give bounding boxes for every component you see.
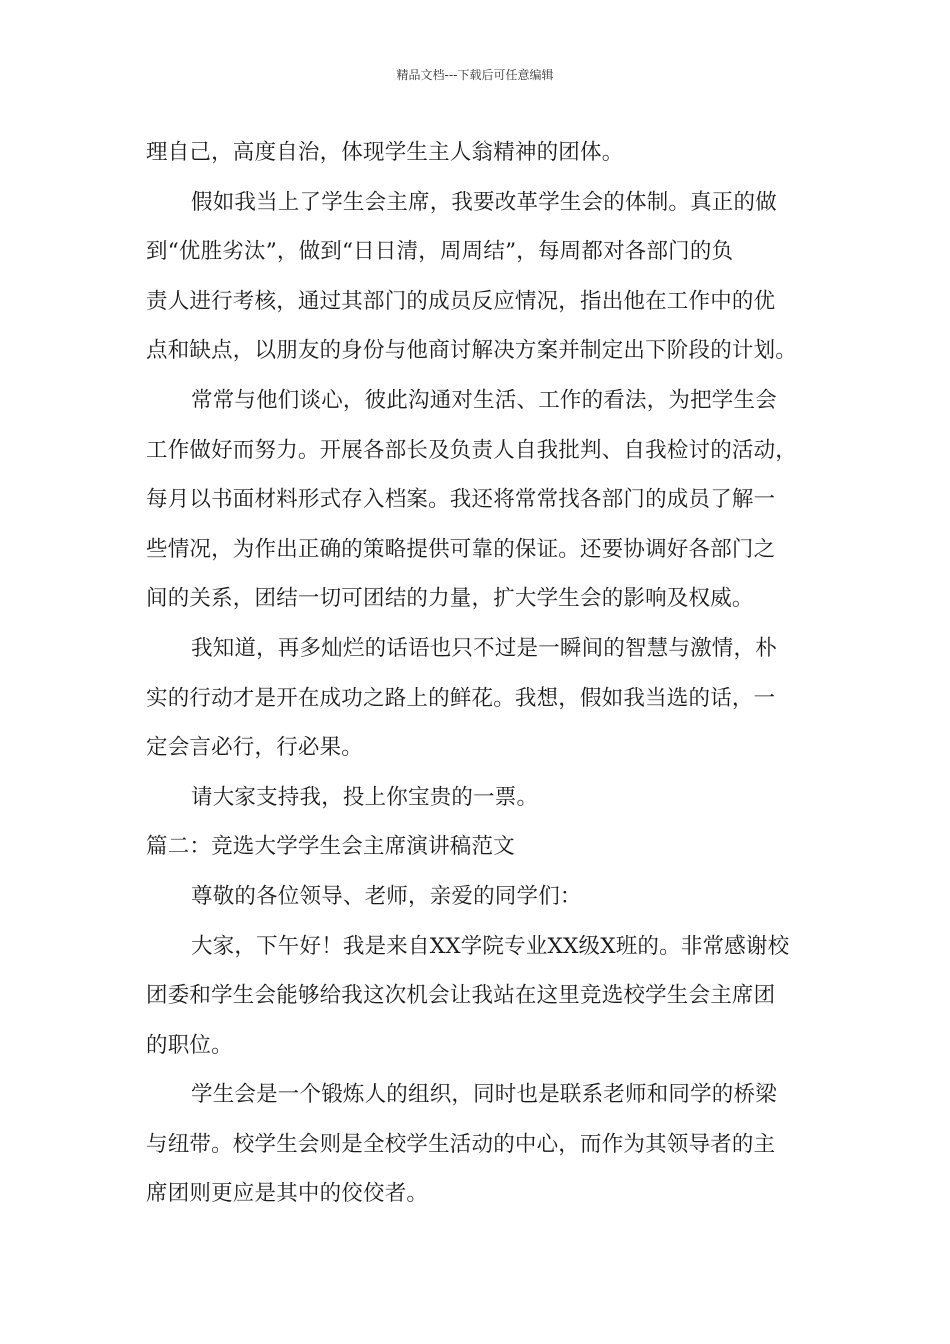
text-line: 些情况，为作出正确的策略提供可靠的保证。还要协调好各部门之 bbox=[146, 536, 776, 562]
text-line: 席团则更应是其中的佼佼者。 bbox=[146, 1181, 429, 1207]
text-line: 团委和学生会能够给我这次机会让我站在这里竞选校学生会主席团 bbox=[146, 983, 776, 1009]
text-line: 理自己，高度自治，体现学生主人翁精神的团体。 bbox=[146, 140, 624, 165]
text-line: 与纽带。校学生会则是全校学生活动的中心，而作为其领导者的主 bbox=[146, 1131, 776, 1157]
text-line: 的职位。 bbox=[146, 1032, 233, 1058]
text-line: 我知道，再多灿烂的话语也只不过是一瞬间的智慧与激情，朴 bbox=[191, 635, 777, 661]
text-line: 大家，下午好！我是来自XX学院专业XX级X班的。非常感谢校 bbox=[191, 933, 790, 959]
text-line: 尊敬的各位领导、老师，亲爱的同学们： bbox=[191, 883, 582, 909]
text-line: 常常与他们谈心，彼此沟通对生活、工作的看法，为把学生会 bbox=[191, 387, 777, 413]
text-line: 假如我当上了学生会主席，我要改革学生会的体制。真正的做 bbox=[191, 189, 777, 215]
text-line: 到“优胜劣汰”，做到“日日清，周周结”，每周都对各部门的负 bbox=[146, 239, 734, 265]
text-line: 学生会是一个锻炼人的组织，同时也是联系老师和同学的桥梁 bbox=[191, 1082, 777, 1108]
document-body bbox=[146, 128, 821, 1219]
text-line: 间的关系，团结一切可团结的力量，扩大学生会的影响及权威。 bbox=[146, 586, 754, 612]
text-line: 定会言必行，行必果。 bbox=[146, 735, 364, 761]
text-line: 实的行动才是开在成功之路上的鲜花。我想，假如我当选的话，一 bbox=[146, 685, 776, 711]
text-line: 请大家支持我，投上你宝贵的一票。 bbox=[191, 784, 539, 810]
text-line: 每月以书面材料形式存入档案。我还将常常找各部门的成员了解一 bbox=[146, 487, 776, 513]
text-line: 责人进行考核，通过其部门的成员反应情况，指出他在工作中的优 bbox=[146, 288, 776, 314]
text-line: 工作做好而努力。开展各部长及负责人自我批判、自我检讨的活动， bbox=[146, 437, 798, 463]
page-header: 精品文档---下载后可任意编辑 bbox=[396, 68, 554, 82]
section-heading: 篇二：竞选大学学生会主席演讲稿范文 bbox=[146, 834, 515, 860]
text-line: 点和缺点，以朋友的身份与他商讨解决方案并制定出下阶段的计划。 bbox=[146, 338, 798, 364]
